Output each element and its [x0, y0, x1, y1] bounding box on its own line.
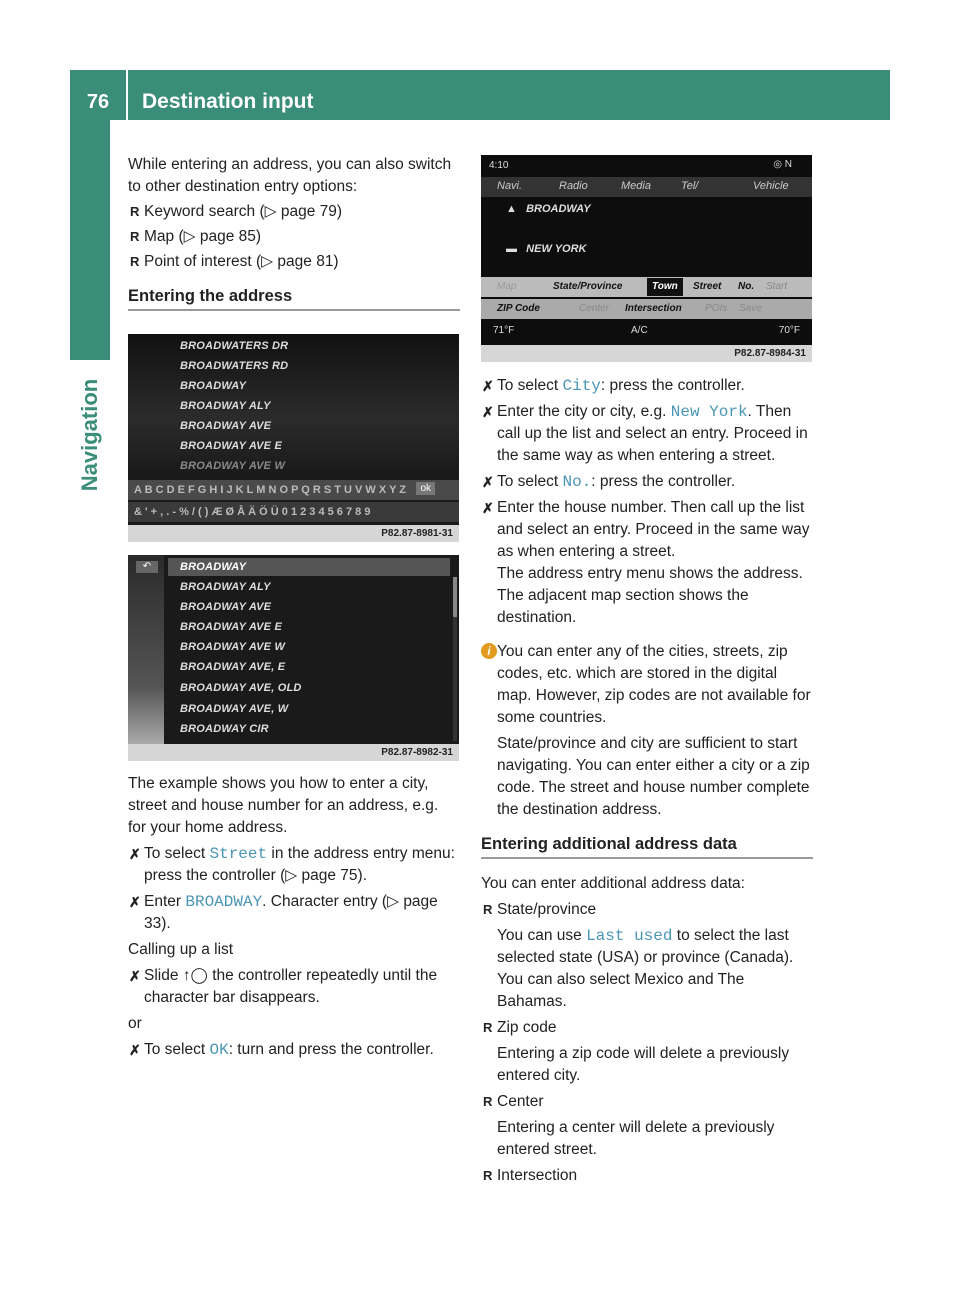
image-caption: P82.87-8981-31	[128, 525, 459, 542]
step-arrow-icon: ✗	[129, 968, 141, 984]
step-item: ✗ Enter BROADWAY. Character entry (▷ page 33).	[129, 893, 438, 932]
character-bar: A B C D E F G H I J K L M N O P Q R S T U V W X Y Z	[128, 480, 459, 500]
menu-item: Radio	[559, 180, 588, 192]
menu-item: Media	[621, 180, 651, 192]
triangle-ref-icon: ▷	[183, 228, 196, 245]
step-arrow-icon: ✗	[129, 846, 141, 862]
step-item: ✗ To select No.: press the controller.	[482, 473, 736, 491]
list-item: R State/province	[481, 899, 813, 921]
controller-slide-icon: ↑◯	[182, 967, 208, 984]
list-item: R Intersection	[481, 1165, 813, 1187]
list-item: BROADWAY CIR	[180, 723, 269, 735]
info-note: i You can enter any of the cities, streets, zip codes, etc. which are stored in the digital map. However, zip codes are not available for some countries. State/province and city are sufficient to start navigating. You can enter either a city or a zip code. The street and house number complete the destination address.	[481, 641, 813, 821]
option-town: Town	[652, 281, 678, 292]
option-save: Save	[739, 303, 762, 314]
option-pois: POIs	[705, 303, 728, 314]
option-street: Street	[693, 281, 722, 292]
list-item: BROADWAY AVE E	[180, 440, 283, 452]
address-street: ▲ BROADWAY	[506, 203, 591, 215]
list-item: BROADWAY	[180, 561, 247, 573]
ac-label: A/C	[631, 325, 648, 336]
scrollbar	[453, 577, 457, 617]
step-arrow-icon: ✗	[129, 1042, 141, 1058]
menu-item: Tel/	[681, 180, 699, 192]
section-heading: Entering the address	[128, 287, 293, 305]
list-item: BROADWATERS DR	[180, 340, 289, 352]
menu-item: Vehicle	[753, 180, 789, 192]
compass-icon: ◎ N	[773, 159, 792, 170]
option-center: Center	[579, 303, 610, 314]
page-number: 76	[86, 91, 110, 113]
list-item: R Zip code	[481, 1017, 813, 1039]
option-start: Start	[766, 281, 788, 292]
temp-right: 70°F	[778, 325, 800, 336]
step-arrow-icon: ✗	[482, 378, 494, 394]
triangle-ref-icon: ▷	[261, 253, 274, 270]
list-item-desc: You can use Last used to select the last selected state (USA) or province (Canada). You can also select Mexico and The Bahamas.	[497, 927, 794, 1010]
list-item: BROADWAY AVE, E	[180, 661, 286, 673]
list-item-desc: Entering a center will delete a previously entered street.	[497, 1119, 775, 1158]
address-city: ▬ NEW YORK	[506, 243, 587, 255]
list-item: BROADWAY ALY	[180, 581, 271, 593]
option-number: No.	[738, 281, 755, 292]
list-item: BROADWAY AVE, W	[180, 703, 289, 715]
list-item: BROADWAY AVE E	[180, 621, 283, 633]
list-item: BROADWAY	[180, 380, 247, 392]
page-title: Destination input	[142, 90, 314, 113]
heading-rule	[481, 857, 813, 859]
option-item: R Point of interest (▷ page 81)	[128, 251, 460, 273]
clock: 4:10	[489, 160, 509, 171]
option-zip: ZIP Code	[497, 303, 540, 314]
info-icon: i	[481, 643, 497, 659]
subheading: Calling up a list	[128, 941, 234, 958]
heading-rule	[128, 309, 460, 311]
left-column-top	[128, 154, 460, 311]
list-item: BROADWAY AVE W	[180, 641, 286, 653]
image-caption: P82.87-8984-31	[481, 345, 812, 362]
triangle-ref-icon: ▷	[264, 203, 277, 220]
step-item: ✗ To select City: press the controller.	[482, 377, 745, 395]
step-arrow-icon: ✗	[482, 404, 494, 420]
menu-item: Navi.	[497, 180, 523, 192]
triangle-ref-icon: ▷	[387, 893, 399, 910]
step-continuation: The address entry menu shows the address. The adjacent map section shows the destination.	[497, 565, 803, 626]
ok-button: ok	[416, 482, 435, 495]
screen-street-list	[128, 555, 459, 761]
list-item: R Center	[481, 1091, 813, 1113]
temp-left: 71°F	[493, 325, 515, 336]
sidebar-tab	[70, 120, 110, 360]
section-heading: Entering additional address data	[481, 835, 737, 853]
step-item: ✗ Enter the city or city, e.g. New York. Then call up the list and select an entry. Proceed in the same way as when entering a street.	[482, 403, 808, 464]
list-item: BROADWAY AVE, OLD	[180, 682, 302, 694]
list-item: BROADWAY AVE W	[180, 460, 286, 472]
back-icon: ↶	[136, 561, 158, 573]
triangle-ref-icon: ▷	[285, 867, 298, 884]
example-text: The example shows you how to enter a city, street and house number for an address, e.g. for your home address.	[128, 775, 439, 836]
special-character-bar: & ' + , . - % / ( ) Æ Ø Å Ä Ö Ü 0 1 2 3 4 5 6 7 8 9	[128, 502, 459, 522]
list-item: BROADWATERS RD	[180, 360, 289, 372]
sidebar-label: Navigation	[77, 378, 102, 492]
step-item: ✗ Slide ↑◯ the controller repeatedly until the character bar disappears.	[129, 967, 438, 1006]
list-item: BROADWAY AVE	[180, 601, 272, 613]
list-item: BROADWAY ALY	[180, 400, 271, 412]
step-item: ✗ To select OK: turn and press the controller.	[129, 1041, 434, 1059]
option-item: R Map (▷ page 85)	[128, 226, 460, 248]
header-divider	[126, 70, 128, 120]
screen-street-entry	[128, 334, 459, 542]
left-column-bottom	[128, 773, 460, 1061]
list-item: BROADWAY AVE	[180, 420, 272, 432]
or-text: or	[128, 1015, 142, 1032]
option-state: State/Province	[553, 281, 623, 292]
screen-address-menu	[481, 155, 812, 362]
image-caption: P82.87-8982-31	[128, 744, 459, 761]
step-arrow-icon: ✗	[482, 500, 494, 516]
intro-text: You can enter additional address data:	[481, 875, 745, 892]
step-arrow-icon: ✗	[129, 894, 141, 910]
step-item: ✗ Enter the house number. Then call up the list and select an entry. Proceed in the same way as when entering a street.	[482, 499, 810, 560]
intro-text: While entering an address, you can also switch to other destination entry options:	[128, 156, 452, 195]
list-item-desc: Entering a zip code will delete a previously entered city.	[497, 1045, 790, 1084]
option-map: Map	[497, 281, 517, 292]
option-item: R Keyword search (▷ page 79)	[128, 201, 460, 223]
step-arrow-icon: ✗	[482, 474, 494, 490]
option-intersection: Intersection	[625, 303, 682, 314]
step-item: ✗ To select Street in the address entry menu: press the controller (▷ page 75).	[129, 845, 455, 884]
right-column	[481, 375, 813, 1187]
